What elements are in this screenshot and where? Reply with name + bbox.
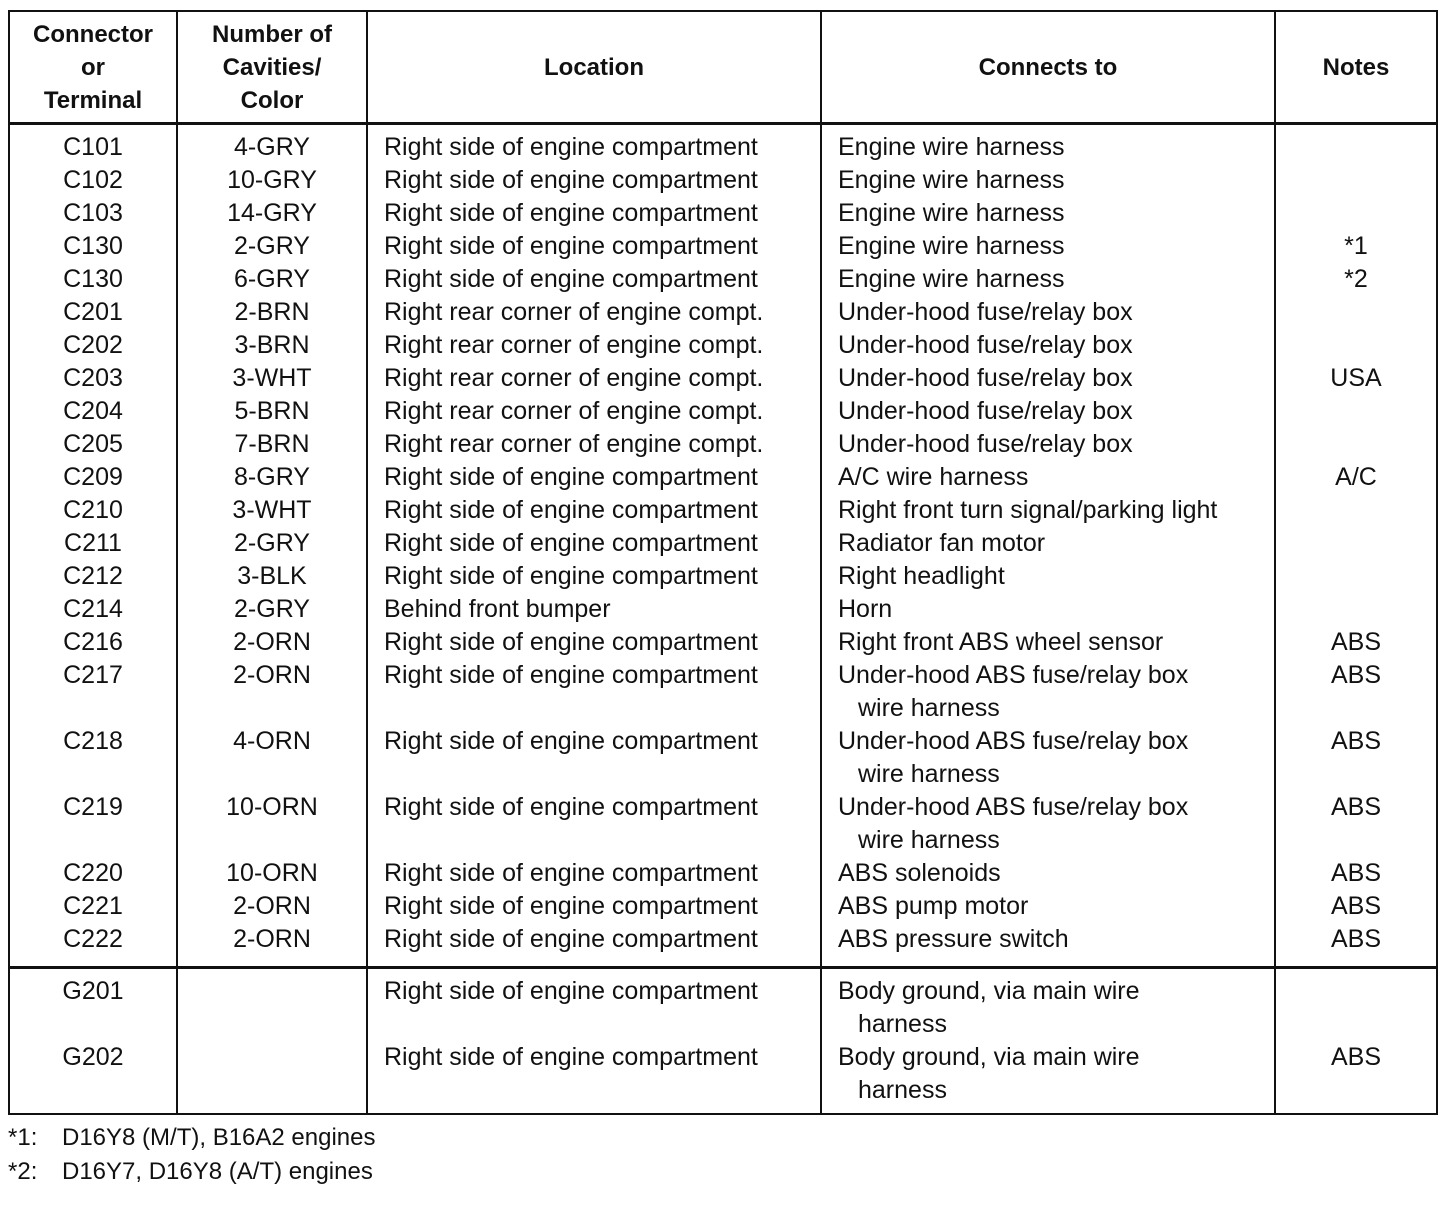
connector-id-cell: C214 bbox=[9, 593, 177, 626]
connects-to-line: Radiator fan motor bbox=[838, 529, 1046, 557]
location-cell: Right side of engine compartment bbox=[367, 164, 821, 197]
connects-to-line: Right headlight bbox=[838, 562, 1005, 590]
connects-to-line: ABS solenoids bbox=[838, 859, 1001, 887]
connects-to-line: Under-hood ABS fuse/relay box bbox=[838, 661, 1189, 689]
connects-to-cell bbox=[821, 527, 1275, 560]
notes-cell: ABS bbox=[1275, 725, 1437, 791]
table-row bbox=[9, 296, 1437, 329]
connector-id-cell: C210 bbox=[9, 494, 177, 527]
header-connector bbox=[9, 11, 177, 124]
connects-to-line: Engine wire harness bbox=[838, 265, 1065, 293]
connector-id-cell: C202 bbox=[9, 329, 177, 362]
connects-to-line: Under-hood fuse/relay box bbox=[838, 430, 1133, 458]
table-row bbox=[9, 593, 1437, 626]
footnote-text: D16Y7, D16Y8 (A/T) engines bbox=[62, 1158, 373, 1185]
footnote-text: D16Y8 (M/T), B16A2 engines bbox=[62, 1124, 376, 1151]
location-cell: Right rear corner of engine compt. bbox=[367, 296, 821, 329]
table-row bbox=[9, 923, 1437, 968]
connects-to-cell bbox=[821, 230, 1275, 263]
table-row bbox=[9, 329, 1437, 362]
connector-table bbox=[8, 10, 1438, 1115]
connects-to-line: Right front turn signal/parking light bbox=[838, 496, 1218, 524]
table-row bbox=[9, 362, 1437, 395]
location-cell: Right side of engine compartment bbox=[367, 857, 821, 890]
location-cell: Right side of engine compartment bbox=[367, 626, 821, 659]
connector-id-cell: C130 bbox=[9, 263, 177, 296]
connects-to-cell bbox=[821, 1041, 1275, 1114]
connects-to-cell bbox=[821, 428, 1275, 461]
location-cell: Right rear corner of engine compt. bbox=[367, 428, 821, 461]
cavities-cell: 2-GRY bbox=[177, 593, 367, 626]
table-row bbox=[9, 791, 1437, 857]
cavities-cell: 10-ORN bbox=[177, 857, 367, 890]
connects-to-line: Under-hood ABS fuse/relay box bbox=[838, 793, 1189, 821]
connects-to-line: harness bbox=[858, 1076, 947, 1104]
connects-to-line: wire harness bbox=[858, 826, 1000, 854]
location-cell: Right side of engine compartment bbox=[367, 124, 821, 165]
connects-to-cell bbox=[821, 494, 1275, 527]
table-row bbox=[9, 124, 1437, 165]
location-cell: Right side of engine compartment bbox=[367, 230, 821, 263]
table-row bbox=[9, 890, 1437, 923]
connects-to-line: ABS pump motor bbox=[838, 892, 1029, 920]
connects-to-line: Under-hood fuse/relay box bbox=[838, 397, 1133, 425]
cavities-cell: 10-ORN bbox=[177, 791, 367, 857]
table-row bbox=[9, 428, 1437, 461]
connects-to-cell bbox=[821, 395, 1275, 428]
header-cavities-line: Number of bbox=[212, 20, 332, 48]
cavities-cell: 2-ORN bbox=[177, 890, 367, 923]
connector-id-cell: C203 bbox=[9, 362, 177, 395]
connects-to-cell bbox=[821, 164, 1275, 197]
header-cavities bbox=[177, 11, 367, 124]
connects-to-line: Engine wire harness bbox=[838, 133, 1065, 161]
connects-to-line: Horn bbox=[838, 595, 893, 623]
notes-cell: ABS bbox=[1275, 857, 1437, 890]
connects-to-cell bbox=[821, 197, 1275, 230]
footnotes bbox=[8, 1121, 1436, 1189]
cavities-cell: 7-BRN bbox=[177, 428, 367, 461]
connector-id-cell: C130 bbox=[9, 230, 177, 263]
notes-cell: *2 bbox=[1275, 263, 1437, 296]
connects-to-cell bbox=[821, 560, 1275, 593]
cavities-cell: 2-ORN bbox=[177, 626, 367, 659]
connects-to-line: Body ground, via main wire bbox=[838, 977, 1140, 1005]
location-cell: Right side of engine compartment bbox=[367, 263, 821, 296]
connects-to-line: Engine wire harness bbox=[838, 199, 1065, 227]
connector-id-cell: C222 bbox=[9, 923, 177, 968]
table-row bbox=[9, 968, 1437, 1042]
connects-to-cell bbox=[821, 626, 1275, 659]
table-row bbox=[9, 230, 1437, 263]
notes-cell bbox=[1275, 124, 1437, 165]
connector-id-cell: C221 bbox=[9, 890, 177, 923]
connector-id-cell: C209 bbox=[9, 461, 177, 494]
location-cell: Right side of engine compartment bbox=[367, 1041, 821, 1114]
connects-to-line: Engine wire harness bbox=[838, 166, 1065, 194]
table-row bbox=[9, 659, 1437, 725]
location-cell: Right side of engine compartment bbox=[367, 923, 821, 968]
notes-cell bbox=[1275, 593, 1437, 626]
header-connector-line: or bbox=[81, 53, 105, 81]
footnote-key: *1: bbox=[8, 1124, 38, 1151]
cavities-cell bbox=[177, 968, 367, 1042]
notes-cell bbox=[1275, 968, 1437, 1042]
notes-cell bbox=[1275, 395, 1437, 428]
connects-to-cell bbox=[821, 296, 1275, 329]
location-cell: Right side of engine compartment bbox=[367, 560, 821, 593]
connects-to-cell bbox=[821, 362, 1275, 395]
connects-to-line: Engine wire harness bbox=[838, 232, 1065, 260]
connects-to-line: wire harness bbox=[858, 760, 1000, 788]
connects-to-cell bbox=[821, 923, 1275, 968]
notes-cell bbox=[1275, 428, 1437, 461]
header-connector-line: Connector bbox=[33, 20, 153, 48]
notes-cell: A/C bbox=[1275, 461, 1437, 494]
cavities-cell: 10-GRY bbox=[177, 164, 367, 197]
table-row bbox=[9, 1041, 1437, 1114]
cavities-cell: 2-GRY bbox=[177, 230, 367, 263]
cavities-cell: 5-BRN bbox=[177, 395, 367, 428]
connects-to-line: Under-hood fuse/relay box bbox=[838, 331, 1133, 359]
connects-to-line: Under-hood fuse/relay box bbox=[838, 298, 1133, 326]
table-row bbox=[9, 461, 1437, 494]
table-header bbox=[9, 11, 1437, 124]
location-cell: Right side of engine compartment bbox=[367, 461, 821, 494]
location-cell: Right side of engine compartment bbox=[367, 494, 821, 527]
connects-to-line: ABS pressure switch bbox=[838, 925, 1069, 953]
cavities-cell: 4-ORN bbox=[177, 725, 367, 791]
table-row bbox=[9, 725, 1437, 791]
notes-cell bbox=[1275, 197, 1437, 230]
connects-to-line: A/C wire harness bbox=[838, 463, 1029, 491]
table-row bbox=[9, 395, 1437, 428]
connector-rows bbox=[9, 124, 1437, 968]
notes-cell: ABS bbox=[1275, 659, 1437, 725]
cavities-cell: 3-BRN bbox=[177, 329, 367, 362]
connector-id-cell: G201 bbox=[9, 968, 177, 1042]
notes-cell: ABS bbox=[1275, 890, 1437, 923]
connector-id-cell: C216 bbox=[9, 626, 177, 659]
notes-cell: USA bbox=[1275, 362, 1437, 395]
connects-to-line: harness bbox=[858, 1010, 947, 1038]
notes-cell bbox=[1275, 494, 1437, 527]
header-location: Location bbox=[367, 11, 821, 124]
connects-to-cell bbox=[821, 263, 1275, 296]
connector-id-cell: C212 bbox=[9, 560, 177, 593]
cavities-cell: 3-WHT bbox=[177, 362, 367, 395]
table-row bbox=[9, 263, 1437, 296]
cavities-cell: 4-GRY bbox=[177, 124, 367, 165]
notes-cell: ABS bbox=[1275, 791, 1437, 857]
notes-cell bbox=[1275, 329, 1437, 362]
connector-id-cell: C211 bbox=[9, 527, 177, 560]
notes-cell bbox=[1275, 164, 1437, 197]
table-row bbox=[9, 560, 1437, 593]
connects-to-cell bbox=[821, 857, 1275, 890]
connector-id-cell: C102 bbox=[9, 164, 177, 197]
connects-to-cell bbox=[821, 659, 1275, 725]
connector-document bbox=[8, 10, 1436, 1189]
connector-id-cell: G202 bbox=[9, 1041, 177, 1114]
connects-to-cell bbox=[821, 461, 1275, 494]
header-cavities-line: Color bbox=[240, 86, 304, 114]
cavities-cell: 3-WHT bbox=[177, 494, 367, 527]
header-notes: Notes bbox=[1275, 11, 1437, 124]
cavities-cell: 14-GRY bbox=[177, 197, 367, 230]
connects-to-line: Under-hood fuse/relay box bbox=[838, 364, 1133, 392]
location-cell: Behind front bumper bbox=[367, 593, 821, 626]
footnote bbox=[8, 1155, 1436, 1189]
location-cell: Right side of engine compartment bbox=[367, 791, 821, 857]
footnote bbox=[8, 1121, 1436, 1155]
location-cell: Right side of engine compartment bbox=[367, 725, 821, 791]
notes-cell: ABS bbox=[1275, 626, 1437, 659]
cavities-cell: 2-GRY bbox=[177, 527, 367, 560]
cavities-cell: 2-BRN bbox=[177, 296, 367, 329]
footnote-key: *2: bbox=[8, 1158, 38, 1185]
connects-to-cell bbox=[821, 124, 1275, 165]
connector-id-cell: C219 bbox=[9, 791, 177, 857]
table-row bbox=[9, 626, 1437, 659]
connects-to-cell bbox=[821, 593, 1275, 626]
cavities-cell bbox=[177, 1041, 367, 1114]
connector-id-cell: C218 bbox=[9, 725, 177, 791]
connects-to-line: Right front ABS wheel sensor bbox=[838, 628, 1164, 656]
connector-id-cell: C103 bbox=[9, 197, 177, 230]
header-connects-to: Connects to bbox=[821, 11, 1275, 124]
notes-cell: *1 bbox=[1275, 230, 1437, 263]
table-row bbox=[9, 494, 1437, 527]
connects-to-cell bbox=[821, 791, 1275, 857]
location-cell: Right rear corner of engine compt. bbox=[367, 395, 821, 428]
connector-id-cell: C205 bbox=[9, 428, 177, 461]
connector-id-cell: C201 bbox=[9, 296, 177, 329]
cavities-cell: 2-ORN bbox=[177, 659, 367, 725]
cavities-cell: 2-ORN bbox=[177, 923, 367, 968]
header-connector-line: Terminal bbox=[43, 86, 143, 114]
table-row bbox=[9, 164, 1437, 197]
location-cell: Right side of engine compartment bbox=[367, 890, 821, 923]
location-cell: Right side of engine compartment bbox=[367, 968, 821, 1042]
table-row bbox=[9, 197, 1437, 230]
cavities-cell: 3-BLK bbox=[177, 560, 367, 593]
connects-to-cell bbox=[821, 329, 1275, 362]
connects-to-cell bbox=[821, 968, 1275, 1042]
header-cavities-line: Cavities/ bbox=[222, 53, 322, 81]
notes-cell bbox=[1275, 527, 1437, 560]
table-row bbox=[9, 857, 1437, 890]
connects-to-line: Under-hood ABS fuse/relay box bbox=[838, 727, 1189, 755]
table-row bbox=[9, 527, 1437, 560]
connects-to-cell bbox=[821, 890, 1275, 923]
location-cell: Right side of engine compartment bbox=[367, 197, 821, 230]
cavities-cell: 6-GRY bbox=[177, 263, 367, 296]
notes-cell: ABS bbox=[1275, 923, 1437, 968]
location-cell: Right side of engine compartment bbox=[367, 659, 821, 725]
connects-to-cell bbox=[821, 725, 1275, 791]
connector-id-cell: C220 bbox=[9, 857, 177, 890]
location-cell: Right rear corner of engine compt. bbox=[367, 329, 821, 362]
connector-id-cell: C101 bbox=[9, 124, 177, 165]
connector-id-cell: C217 bbox=[9, 659, 177, 725]
location-cell: Right rear corner of engine compt. bbox=[367, 362, 821, 395]
notes-cell: ABS bbox=[1275, 1041, 1437, 1114]
connector-id-cell: C204 bbox=[9, 395, 177, 428]
location-cell: Right side of engine compartment bbox=[367, 527, 821, 560]
notes-cell bbox=[1275, 296, 1437, 329]
cavities-cell: 8-GRY bbox=[177, 461, 367, 494]
notes-cell bbox=[1275, 560, 1437, 593]
connects-to-line: Body ground, via main wire bbox=[838, 1043, 1140, 1071]
ground-rows bbox=[9, 968, 1437, 1115]
connects-to-line: wire harness bbox=[858, 694, 1000, 722]
